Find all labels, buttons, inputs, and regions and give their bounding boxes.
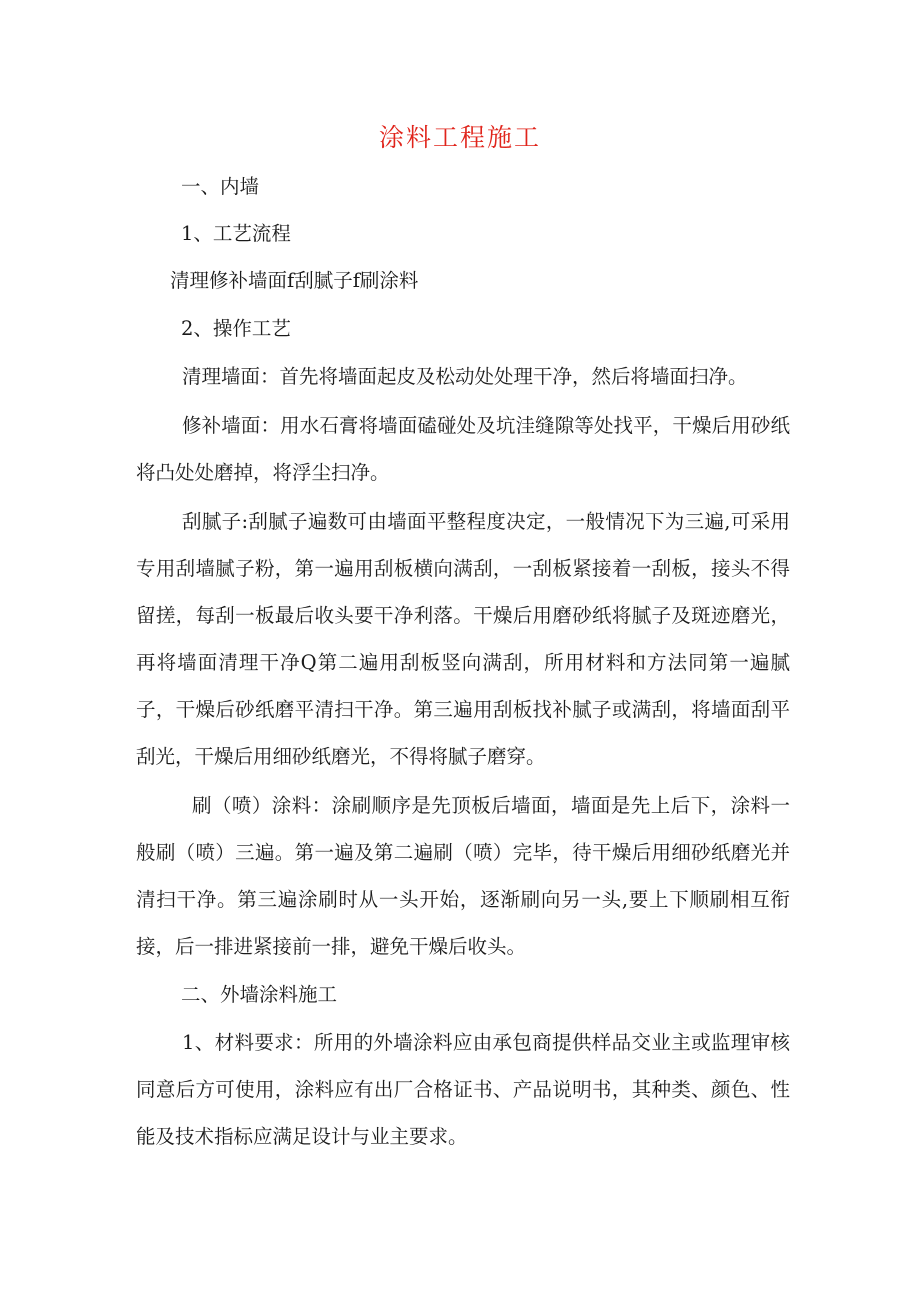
process-flow: 清理修补墙面f刮腻子f刷涂料 bbox=[170, 269, 419, 292]
material-paragraph: 1、材料要求：所用的外墙涂料应由承包商提供样品交业主或监理审核同意后方可使用，涂料应有出厂合格证书、产品说明书，其种类、颜色、性能及技术指标应满足设计与业主要求。 bbox=[136, 1031, 790, 1148]
paint-paragraph: 刷（喷）涂料：涂刷顺序是先顶板后墙面，墙面是先上后下，涂料一般刷（喷）三遍。第一遍及第二遍刷（喷）完毕，待干燥后用细砂纸磨光并清扫干净。第三遍涂刷时从一头开始，逐渐刷向另一头,要上下顺刷相互衔接，后一排进紧接前一排，避免干燥后收头。 bbox=[136, 794, 790, 958]
repair-wall-paragraph: 修补墙面：用水石膏将墙面磕碰处及坑洼缝隙等处找平，干燥后用砂纸将凸处处磨掉，将浮尘扫净。 bbox=[136, 414, 790, 484]
document-title: 涂料工程施工 bbox=[378, 123, 541, 152]
section1-heading: 一、内墙 bbox=[181, 175, 260, 198]
sub2-heading: 2、操作工艺 bbox=[181, 317, 291, 340]
clean-wall-paragraph: 清理墙面：首先将墙面起皮及松动处处理干净，然后将墙面扫净。 bbox=[182, 365, 748, 388]
section2-heading: 二、外墙涂料施工 bbox=[181, 983, 338, 1006]
putty-paragraph: 刮腻子:刮腻子遍数可由墙面平整程度决定，一般情况下为三遍,可采用专用刮墙腻子粉，第一遍用刮板横向满刮，一刮板紧接着一刮板，接头不得留搓，每刮一板最后收头要干净利落。干燥后用磨砂纸将腻子及斑迹磨光，再将墙面清理干净Q第二遍用刮板竖向满刮，所用材料和方法同第一遍腻子，干燥后砂纸磨平清扫干净。第三遍用刮板找补腻子或满刮，将墙面刮平刮光，干燥后用细砂纸磨光，不得将腻子磨穿。 bbox=[136, 510, 790, 768]
sub1-heading: 1、工艺流程 bbox=[181, 222, 291, 245]
